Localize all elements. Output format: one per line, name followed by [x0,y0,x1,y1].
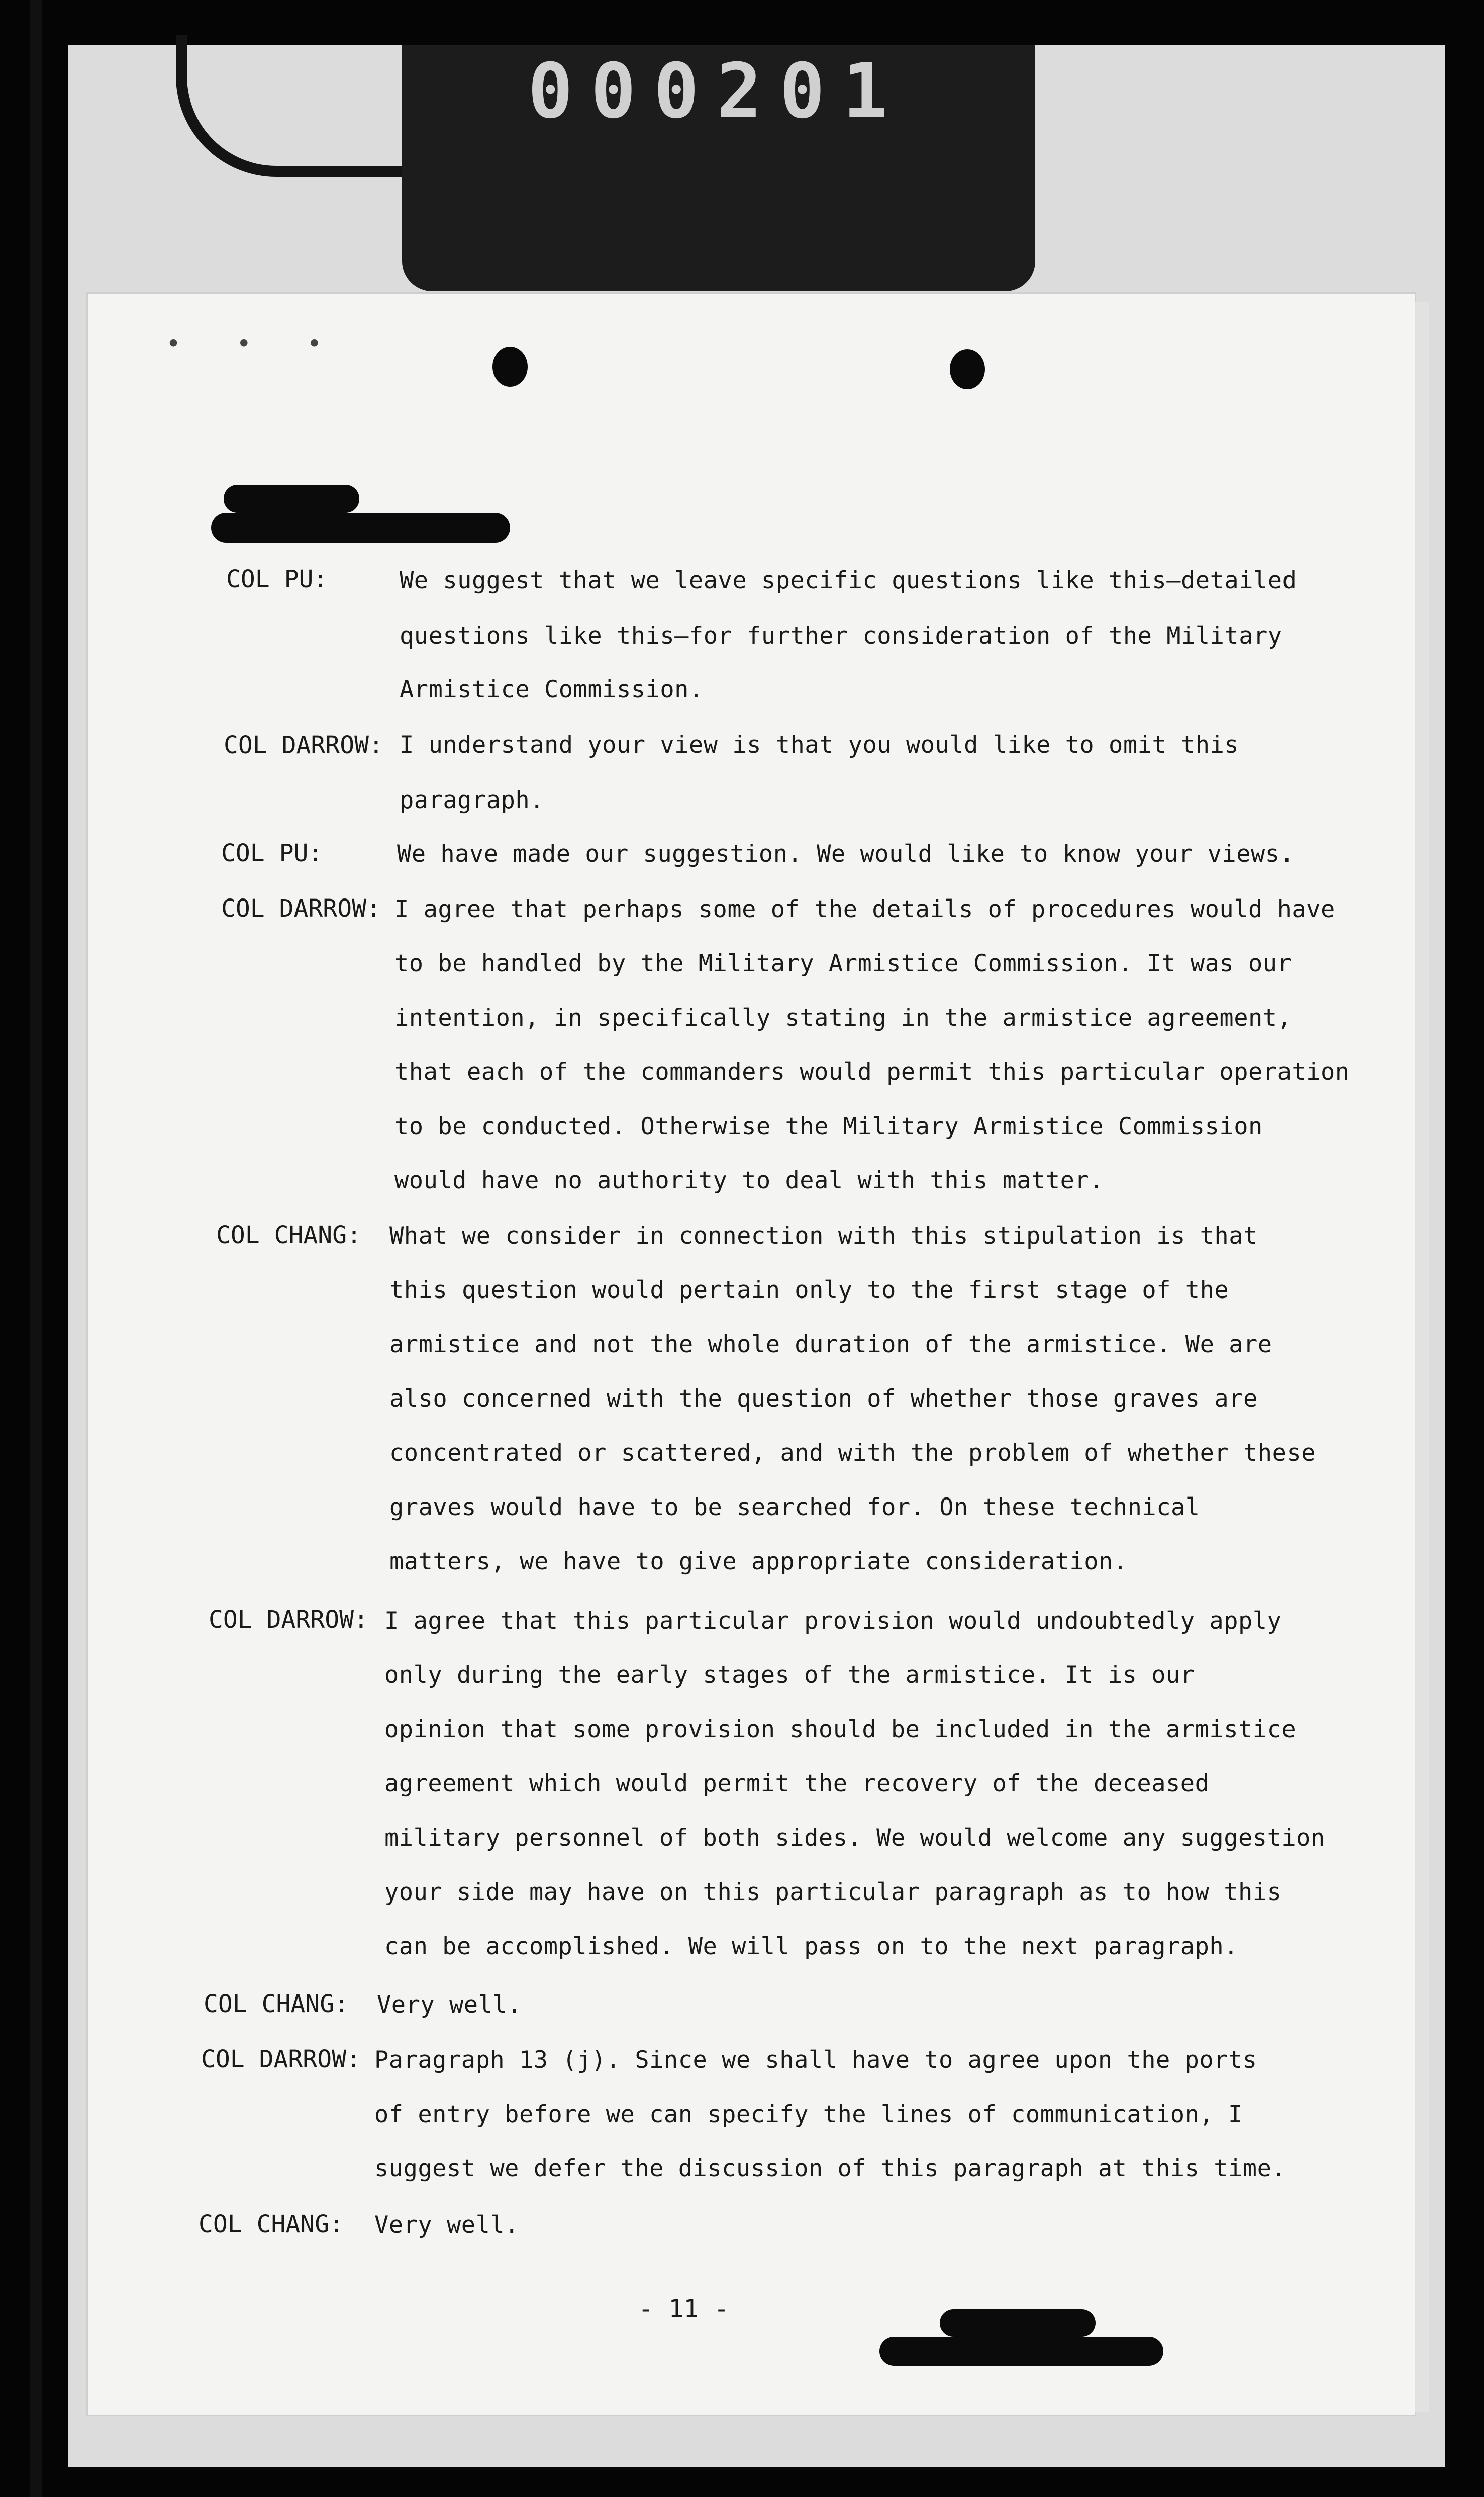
dialogue-line: matters, we have to give appropriate consideration. [389,1548,1128,1575]
redaction-mark-bottom [879,2337,1163,2366]
dialogue-line: this question would pertain only to the first stage of the [389,1276,1229,1304]
dialogue-line: that each of the commanders would permit this particular operation [394,1058,1350,1086]
dialogue-line: suggest we defer the discussion of this paragraph at this time. [374,2155,1287,2182]
dialogue-line: I agree that this particular provision would undoubtedly apply [384,1607,1282,1635]
speaker-label: COL DARROW: [224,731,383,759]
dialogue-line: your side may have on this particular paragraph as to how this [384,1878,1282,1906]
dialogue-line: also concerned with the question of whether those graves are [389,1385,1258,1413]
dialogue-line: can be accomplished. We will pass on to the next paragraph. [384,1933,1238,1960]
dialogue-line: of entry before we can specify the lines of communication, I [374,2101,1243,2128]
dialogue-line: intention, in specifically stating in the armistice agreement, [394,1004,1292,1032]
dialogue-line: to be handled by the Military Armistice Commission. It was our [394,950,1292,977]
redaction-mark-bottom [940,2309,1096,2337]
speaker-label: COL DARROW: [209,1606,368,1634]
dialogue-line: to be conducted. Otherwise the Military Armistice Commission [394,1113,1263,1140]
dialogue-line: We have made our suggestion. We would like to know your views. [397,840,1295,868]
speaker-label: COL DARROW: [221,894,381,923]
dialogue-line: What we consider in connection with this stipulation is that [389,1222,1258,1250]
dialogue-line: Armistice Commission. [400,676,704,704]
dialogue-line: agreement which would permit the recovery of the deceased [384,1770,1210,1797]
speaker-label: COL CHANG: [199,2210,344,2238]
dialogue-line: opinion that some provision should be included in the armistice [384,1716,1297,1743]
dialogue-line: I understand your view is that you would like to omit this [400,731,1239,759]
page-number: - 11 - [638,2294,729,2323]
punch-marks: • • • [166,329,342,358]
speaker-label: COL DARROW: [201,2045,361,2073]
dialogue-line: would have no authority to deal with this matter. [394,1167,1104,1194]
dialogue-line: only during the early stages of the armistice. It is our [384,1661,1195,1689]
speaker-label: COL CHANG: [204,1990,349,2018]
dialogue-line: Paragraph 13 (j). Since we shall have to agree upon the ports [374,2046,1257,2074]
dialogue-line: We suggest that we leave specific questions like this—detailed [400,567,1297,594]
dialogue-line: I agree that perhaps some of the details of procedures would have [394,895,1335,923]
speaker-label: COL CHANG: [216,1221,361,1249]
speaker-label: COL PU: [226,565,328,593]
dialogue-line: graves would have to be searched for. On these technical [389,1493,1200,1521]
dialogue-line: Very well. [374,2211,519,2239]
dialogue-line: armistice and not the whole duration of the armistice. We are [389,1331,1272,1358]
speaker-label: COL PU: [221,839,323,867]
dialogue-line: Very well. [377,1991,522,2019]
frame-counter: 000201 [528,48,906,135]
dialogue-line: military personnel of both sides. We would welcome any suggestion [384,1824,1325,1852]
dialogue-line: questions like this—for further consideration of the Military [400,622,1282,650]
dialogue-line: concentrated or scattered, and with the problem of whether these [389,1439,1316,1467]
dialogue-line: paragraph. [400,786,544,814]
